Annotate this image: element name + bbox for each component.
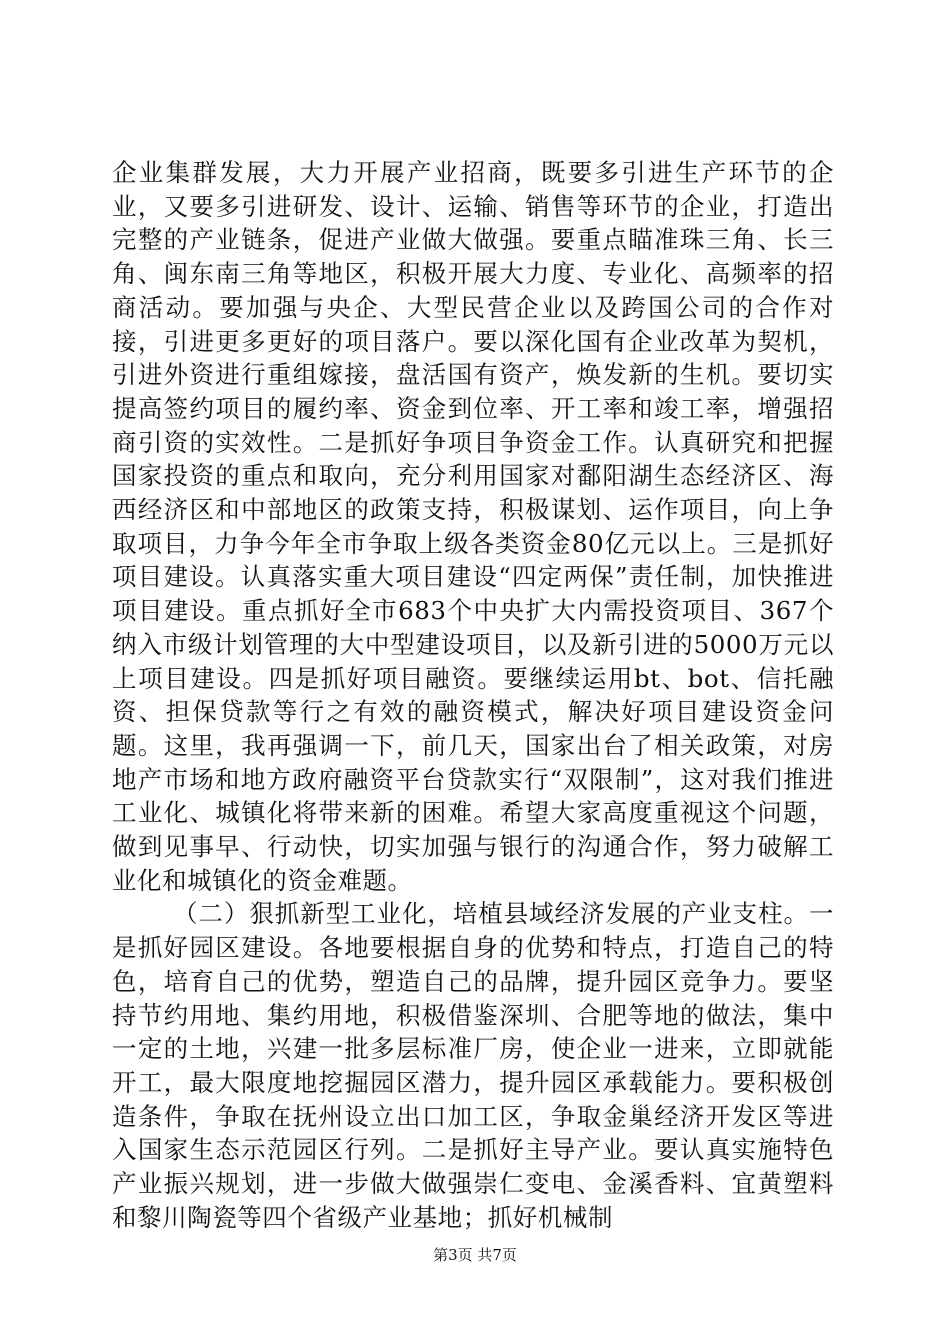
page-number-footer: 第3页 共7页 (433, 1246, 517, 1264)
paragraph-1: 企业集群发展，大力开展产业招商，既要多引进生产环节的企业，又要多引进研发、设计、运输、销售等环节的企业，打造出完整的产业链条，促进产业做大做强。要重点瞄准珠三角、长三角、闽东南三角等地区，积极开展大力度、专业化、高频率的招商活动。要加强与央企、大型民营企业以及跨国公司的合作对接，引进更多更好的项目落户。要以深化国有企业改革为契机，引进外资进行重组嫁接，盘活国有资产，焕发新的生机。要切实提高签约项目的履约率、资金到位率、开工率和竣工率，增强招商引资的实效性。二是抓好争项目争资金工作。认真研究和把握国家投资的重点和取向，充分利用国家对鄱阳湖生态经济区、海西经济区和中部地区的政策支持，积极谋划、运作项目，向上争取项目，力争今年全市争取上级各类资金80亿元以上。三是抓好项目建设。认真落实重大项目建设“四定两保”责任制，加快推进项目建设。重点抓好全市683个中央扩大内需投资项目、367个纳入市级计划管理的大中型建设项目，以及新引进的5000万元以上项目建设。四是抓好项目融资。要继续运用bt、bot、信托融资、担保贷款等行之有效的融资模式，解决好项目建设资金问题。这里，我再强调一下，前几天，国家出台了相关政策，对房地产市场和地方政府融资平台贷款实行“双限制”，这对我们推进工业化、城镇化将带来新的困难。希望大家高度重视这个问题，做到见事早、行动快，切实加强与银行的沟通合作，努力破解工业化和城镇化的资金难题。 (112, 158, 834, 895)
document-body (112, 156, 834, 1235)
paragraph-2: （二）狠抓新型工业化，培植县域经济发展的产业支柱。一是抓好园区建设。各地要根据自身的优势和特点，打造自己的特色，培育自己的优势，塑造自己的品牌，提升园区竞争力。要坚持节约用地、集约用地，积极借鉴深圳、合肥等地的做法，集中一定的土地，兴建一批多层标准厂房，使企业一进来，立即就能开工，最大限度地挖掘园区潜力，提升园区承载能力。要积极创造条件，争取在抚州设立出口加工区，争取金巢经济开发区等进入国家生态示范园区行列。二是抓好主导产业。要认真实施特色产业振兴规划，进一步做大做强崇仁变电、金溪香料、宜黄塑料和黎川陶瓷等四个省级产业基地；抓好机械制 (112, 899, 834, 1232)
